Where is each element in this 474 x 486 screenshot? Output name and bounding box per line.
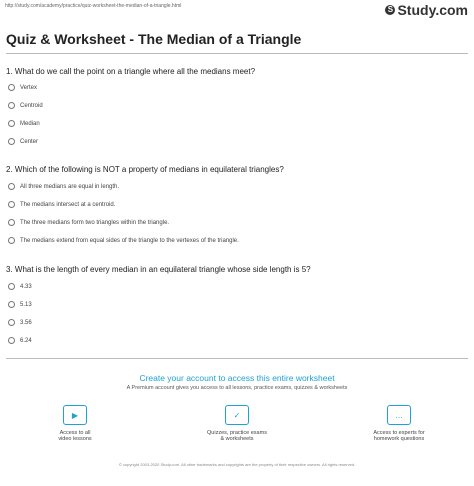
chat-icon: …	[387, 405, 411, 425]
page-title: Quiz & Worksheet - The Median of a Triangle	[6, 31, 302, 47]
option-3-4[interactable]: 6.24	[8, 337, 32, 344]
radio-icon[interactable]	[8, 201, 15, 208]
radio-icon[interactable]	[8, 84, 15, 91]
feature-experts: … Access to experts for homework questions	[364, 405, 434, 442]
copyright: © copyright 2003-2020 Study.com. All other trademarks and copyrights are the property of their respective owners. All rights reserved.	[118, 462, 356, 467]
signup-cta	[0, 373, 474, 391]
option-2-2[interactable]: The medians intersect at a centroid.	[8, 201, 115, 208]
radio-icon[interactable]	[8, 237, 15, 244]
radio-icon[interactable]	[8, 138, 15, 145]
feature-quizzes: ✓ Quizzes, practice exams & worksheets	[202, 405, 272, 442]
title-divider	[6, 53, 468, 54]
radio-icon[interactable]	[8, 337, 15, 344]
option-3-3[interactable]: 3.56	[8, 319, 32, 326]
option-1-1[interactable]: Vertex	[8, 84, 37, 91]
radio-icon[interactable]	[8, 301, 15, 308]
feature-list	[0, 405, 474, 442]
option-2-1[interactable]: All three medians are equal in length.	[8, 183, 119, 190]
option-2-4[interactable]: The medians extend from equal sides of the triangle to the vertexes of the triangle.	[8, 237, 239, 244]
option-1-2[interactable]: Centroid	[8, 102, 43, 109]
logo-text: Study.com	[397, 2, 468, 18]
question-3: 3. What is the length of every median in an equilateral triangle whose side length is 5?	[6, 265, 311, 274]
radio-icon[interactable]	[8, 219, 15, 226]
radio-icon[interactable]	[8, 102, 15, 109]
option-2-3[interactable]: The three medians form two triangles within the triangle.	[8, 219, 169, 226]
page-url: http://study.com/academy/practice/quiz-worksheet-the-median-of-a-triangle.html	[5, 3, 182, 9]
radio-icon[interactable]	[8, 120, 15, 127]
cta-divider	[6, 358, 468, 359]
question-1: 1. What do we call the point on a triangle where all the medians meet?	[6, 67, 256, 76]
option-1-3[interactable]: Median	[8, 120, 40, 127]
logo-icon: S	[385, 5, 395, 15]
option-1-4[interactable]: Center	[8, 138, 38, 145]
cta-subtext: A Premium account gives you access to all lessons, practice exams, quizzes & worksheets	[126, 385, 348, 391]
study-logo[interactable]	[385, 2, 468, 18]
video-icon: ▶	[63, 405, 87, 425]
radio-icon[interactable]	[8, 183, 15, 190]
cta-heading[interactable]: Create your account to access this entire worksheet	[139, 373, 335, 383]
option-3-1[interactable]: 4.33	[8, 283, 32, 290]
option-3-2[interactable]: 5.13	[8, 301, 32, 308]
question-2: 2. Which of the following is NOT a property of medians in equilateral triangles?	[6, 165, 284, 174]
radio-icon[interactable]	[8, 319, 15, 326]
radio-icon[interactable]	[8, 283, 15, 290]
feature-video: ▶ Access to all video lessons	[40, 405, 110, 442]
quiz-icon: ✓	[225, 405, 249, 425]
